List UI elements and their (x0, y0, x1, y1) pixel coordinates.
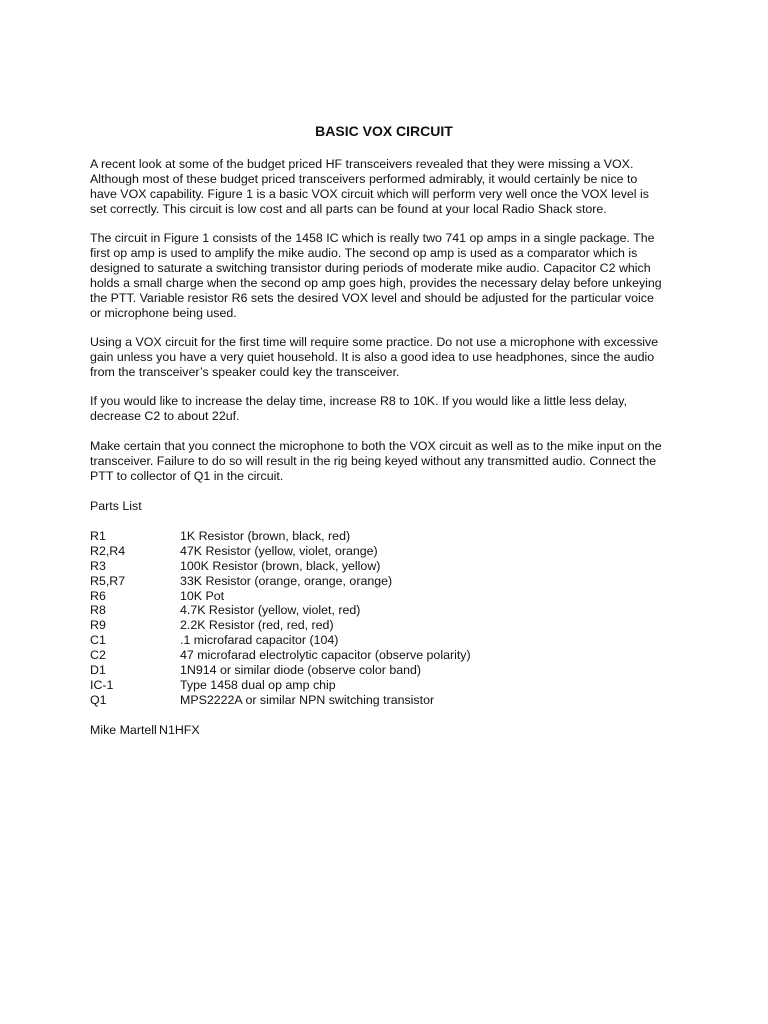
paragraph-line: transceiver. Failure to do so will result in the rig being keyed without any transmitted audio. Connect the (90, 453, 657, 468)
part-reference: IC-1 (90, 677, 114, 692)
part-reference: R8 (90, 603, 106, 618)
part-reference: R5,R7 (90, 573, 126, 588)
paragraph-delay (90, 394, 690, 424)
paragraph-line: Using a VOX circuit for the first time will require some practice. Do not use a microphone with excessive (90, 335, 659, 349)
part-reference: D1 (90, 663, 106, 678)
part-description: 33K Resistor (orange, orange, orange) (180, 573, 393, 588)
parts-list-row (90, 574, 690, 589)
paragraph-usage (90, 335, 690, 380)
part-reference: R3 (90, 558, 106, 573)
part-reference: Q1 (90, 692, 107, 707)
part-reference: R1 (90, 529, 106, 543)
paragraph-line: designed to saturate a switching transistor during periods of moderate mike audio. Capacitor C2 which (90, 260, 651, 275)
parts-list-row (90, 633, 690, 648)
parts-list-row (90, 529, 690, 544)
part-description: 47K Resistor (yellow, violet, orange) (180, 543, 378, 558)
parts-list-row (90, 603, 690, 618)
part-description: 2.2K Resistor (red, red, red) (180, 618, 334, 633)
paragraph-line: set correctly. This circuit is low cost and all parts can be found at your local Radio Shack store. (90, 201, 607, 216)
parts-list-row (90, 589, 690, 604)
part-description: .1 microfarad capacitor (104) (180, 633, 339, 648)
paragraph-line: If you would like to increase the delay time, increase R8 to 10K. If you would like a little less delay, (90, 394, 627, 408)
parts-list-heading: Parts List (90, 499, 142, 513)
paragraph-line: Make certain that you connect the microphone to both the VOX circuit as well as to the mike input on the (90, 439, 662, 453)
parts-list-row (90, 648, 690, 663)
parts-list-row (90, 678, 690, 693)
paragraph-line: gain unless you have a very quiet household. It is also a good idea to use headphones, since the audio (90, 349, 655, 364)
paragraph-line: Although most of these budget priced transceivers performed admirably, it would certainly be nice to (90, 171, 638, 186)
author-callsign: N1HFX (159, 723, 200, 737)
paragraph-line: holds a small charge when the second op amp goes high, provides the necessary delay before unkeying (90, 275, 662, 290)
parts-list-row (90, 559, 690, 574)
paragraph-circuit-description (90, 231, 690, 320)
parts-list-row (90, 618, 690, 633)
parts-list-row (90, 693, 690, 708)
part-description: 10K Pot (180, 588, 225, 603)
document-title: BASIC VOX CIRCUIT (315, 123, 453, 139)
part-description: MPS2222A or similar NPN switching transistor (180, 692, 435, 707)
part-description: Type 1458 dual op amp chip (180, 677, 336, 692)
part-reference: R9 (90, 618, 106, 633)
author-signature (90, 723, 200, 738)
part-description: 1N914 or similar diode (observe color band) (180, 663, 422, 678)
paragraph-line: the PTT. Variable resistor R6 sets the desired VOX level and should be adjusted for the particular voice (90, 290, 654, 305)
paragraph-line: A recent look at some of the budget priced HF transceivers revealed that they were missing a VOX. (90, 157, 634, 171)
part-description: 4.7K Resistor (yellow, violet, red) (180, 603, 361, 618)
parts-list (90, 529, 690, 708)
parts-list-row (90, 663, 690, 678)
paragraph-line: or microphone being used. (90, 305, 237, 320)
part-reference: C1 (90, 633, 106, 648)
part-description: 1K Resistor (brown, black, red) (180, 529, 351, 543)
paragraph-line: first op amp is used to amplify the mike audio. The second op amp is used as a comparator which is (90, 245, 638, 260)
paragraph-intro (90, 157, 690, 217)
paragraph-connection (90, 439, 690, 484)
author-name: Mike Martell (90, 723, 157, 737)
paragraph-line: The circuit in Figure 1 consists of the 1458 IC which is really two 741 op amps in a single package. The (90, 231, 655, 245)
paragraph-line: decrease C2 to about 22uf. (90, 408, 240, 423)
part-description: 47 microfarad electrolytic capacitor (observe polarity) (180, 648, 471, 663)
paragraph-line: PTT to collector of Q1 in the circuit. (90, 468, 284, 483)
part-reference: R2,R4 (90, 543, 126, 558)
parts-list-row (90, 544, 690, 559)
part-description: 100K Resistor (brown, black, yellow) (180, 558, 381, 573)
paragraph-line: have VOX capability. Figure 1 is a basic VOX circuit which will perform very well once the VOX level is (90, 186, 649, 201)
paragraph-line: from the transceiver’s speaker could key the transceiver. (90, 364, 400, 379)
part-reference: C2 (90, 648, 106, 663)
part-reference: R6 (90, 588, 106, 603)
